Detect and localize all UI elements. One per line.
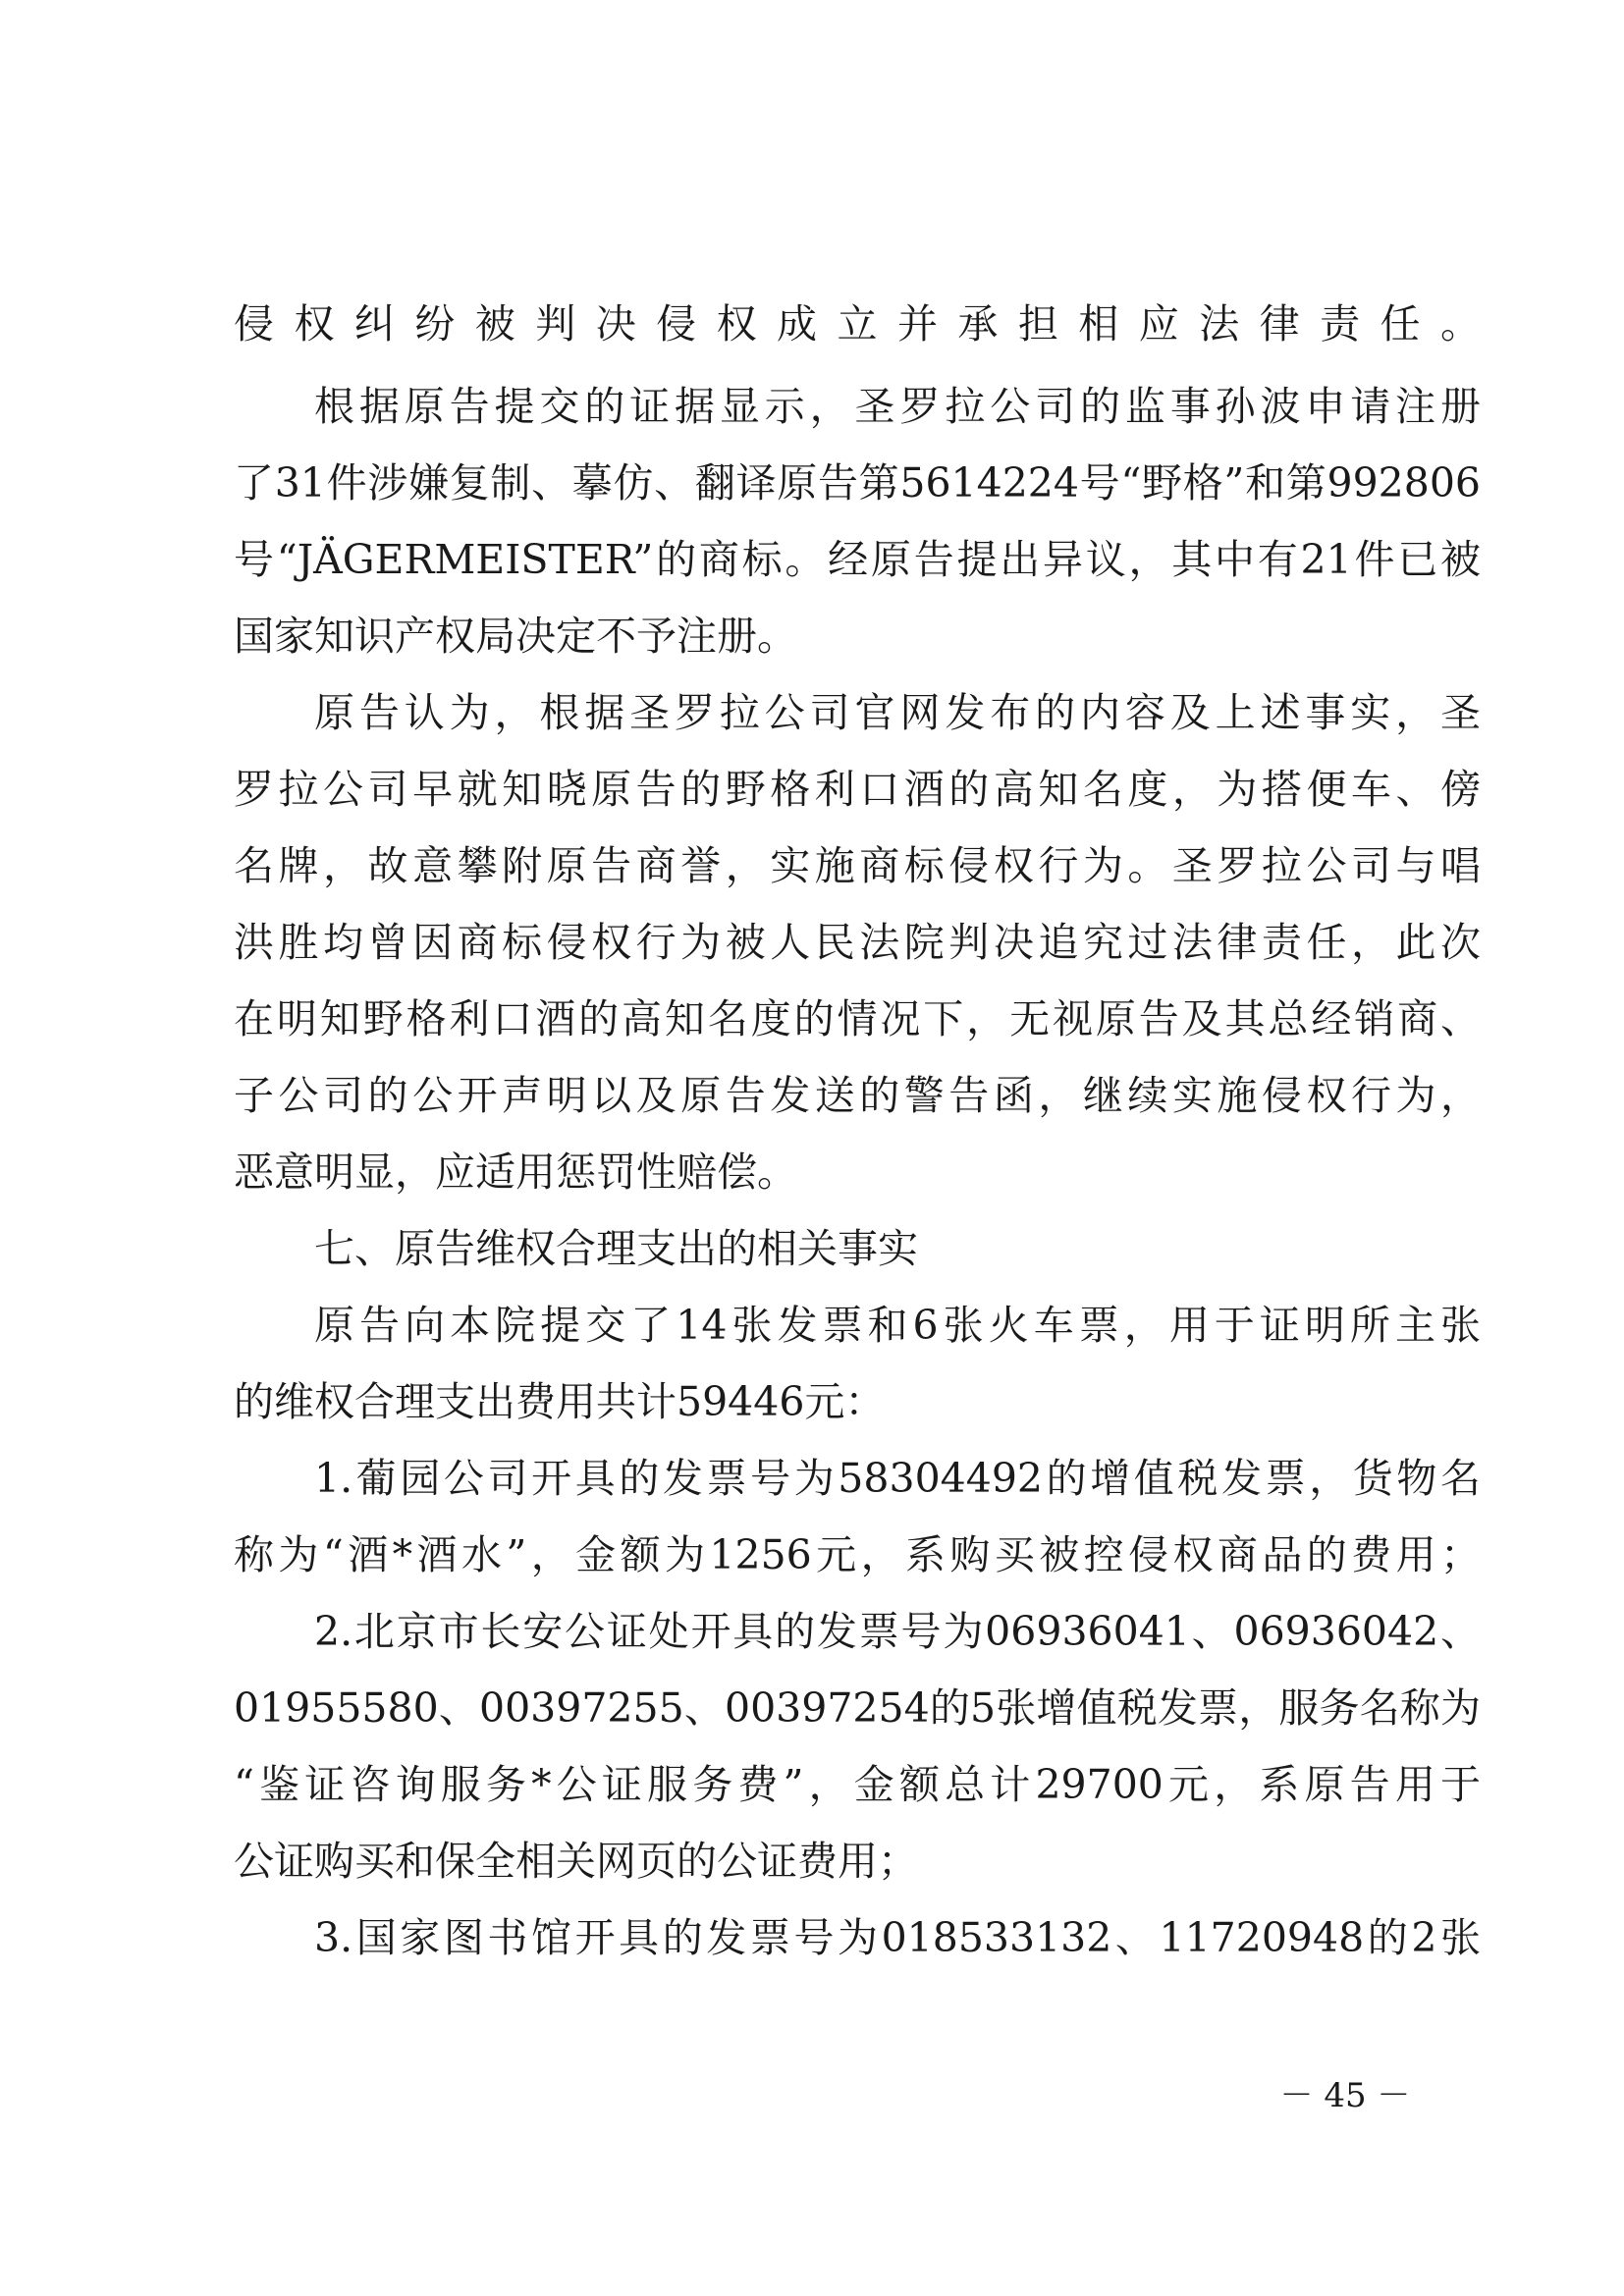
- list-item-line: 2.北京市长安公证处开具的发票号为06936041、06936042、: [314, 1608, 1481, 1655]
- list-item-line: 1.葡园公司开具的发票号为58304492的增值税发票，货物名: [314, 1455, 1481, 1502]
- text-line: 国家知识产权局决定不予注册。: [234, 613, 797, 660]
- text-line: 恶意明显，应适用惩罚性赔偿。: [234, 1148, 797, 1196]
- list-item-line: “鉴证咨询服务*公证服务费”，金额总计29700元，系原告用于: [234, 1761, 1481, 1808]
- text-line: 罗拉公司早就知晓原告的野格利口酒的高知名度，为搭便车、傍: [234, 766, 1481, 813]
- text-line: 在明知野格利口酒的高知名度的情况下，无视原告及其总经销商、: [234, 995, 1481, 1042]
- text-line: 的维权合理支出费用共计59446元：: [234, 1378, 886, 1425]
- list-item-line: 公证购买和保全相关网页的公证费用；: [234, 1838, 918, 1885]
- text-line: 根据原告提交的证据显示，圣罗拉公司的监事孙波申请注册: [314, 383, 1481, 430]
- text-line: 原告认为，根据圣罗拉公司官网发布的内容及上述事实，圣: [314, 689, 1481, 736]
- text-line: 侵权纠纷被判决侵权成立并承担相应法律责任。: [234, 300, 1481, 347]
- text-line: 名牌，故意攀附原告商誉，实施商标侵权行为。圣罗拉公司与唱: [234, 842, 1481, 889]
- text-line: 洪胜均曾因商标侵权行为被人民法院判决追究过法律责任，此次: [234, 919, 1481, 966]
- list-item-line: 3.国家图书馆开具的发票号为018533132、11720948的2张: [314, 1914, 1481, 1961]
- text-line: 了31件涉嫌复制、摹仿、翻译原告第5614224号“野格”和第992806: [234, 459, 1481, 507]
- text-line: 号“JÄGERMEISTER”的商标。经原告提出异议，其中有21件已被: [234, 536, 1481, 583]
- text-line: 子公司的公开声明以及原告发送的警告函，继续实施侵权行为，: [234, 1072, 1481, 1119]
- list-item-line: 称为“酒*酒水”，金额为1256元，系购买被控侵权商品的费用；: [234, 1531, 1481, 1578]
- list-item-line: 01955580、00397255、00397254的5张增值税发票，服务名称为: [234, 1684, 1481, 1732]
- page-number: － 45 －: [1279, 2076, 1411, 2115]
- section-heading: 七、原告维权合理支出的相关事实: [314, 1225, 918, 1272]
- text-line: 原告向本院提交了14张发票和6张火车票，用于证明所主张: [314, 1302, 1481, 1349]
